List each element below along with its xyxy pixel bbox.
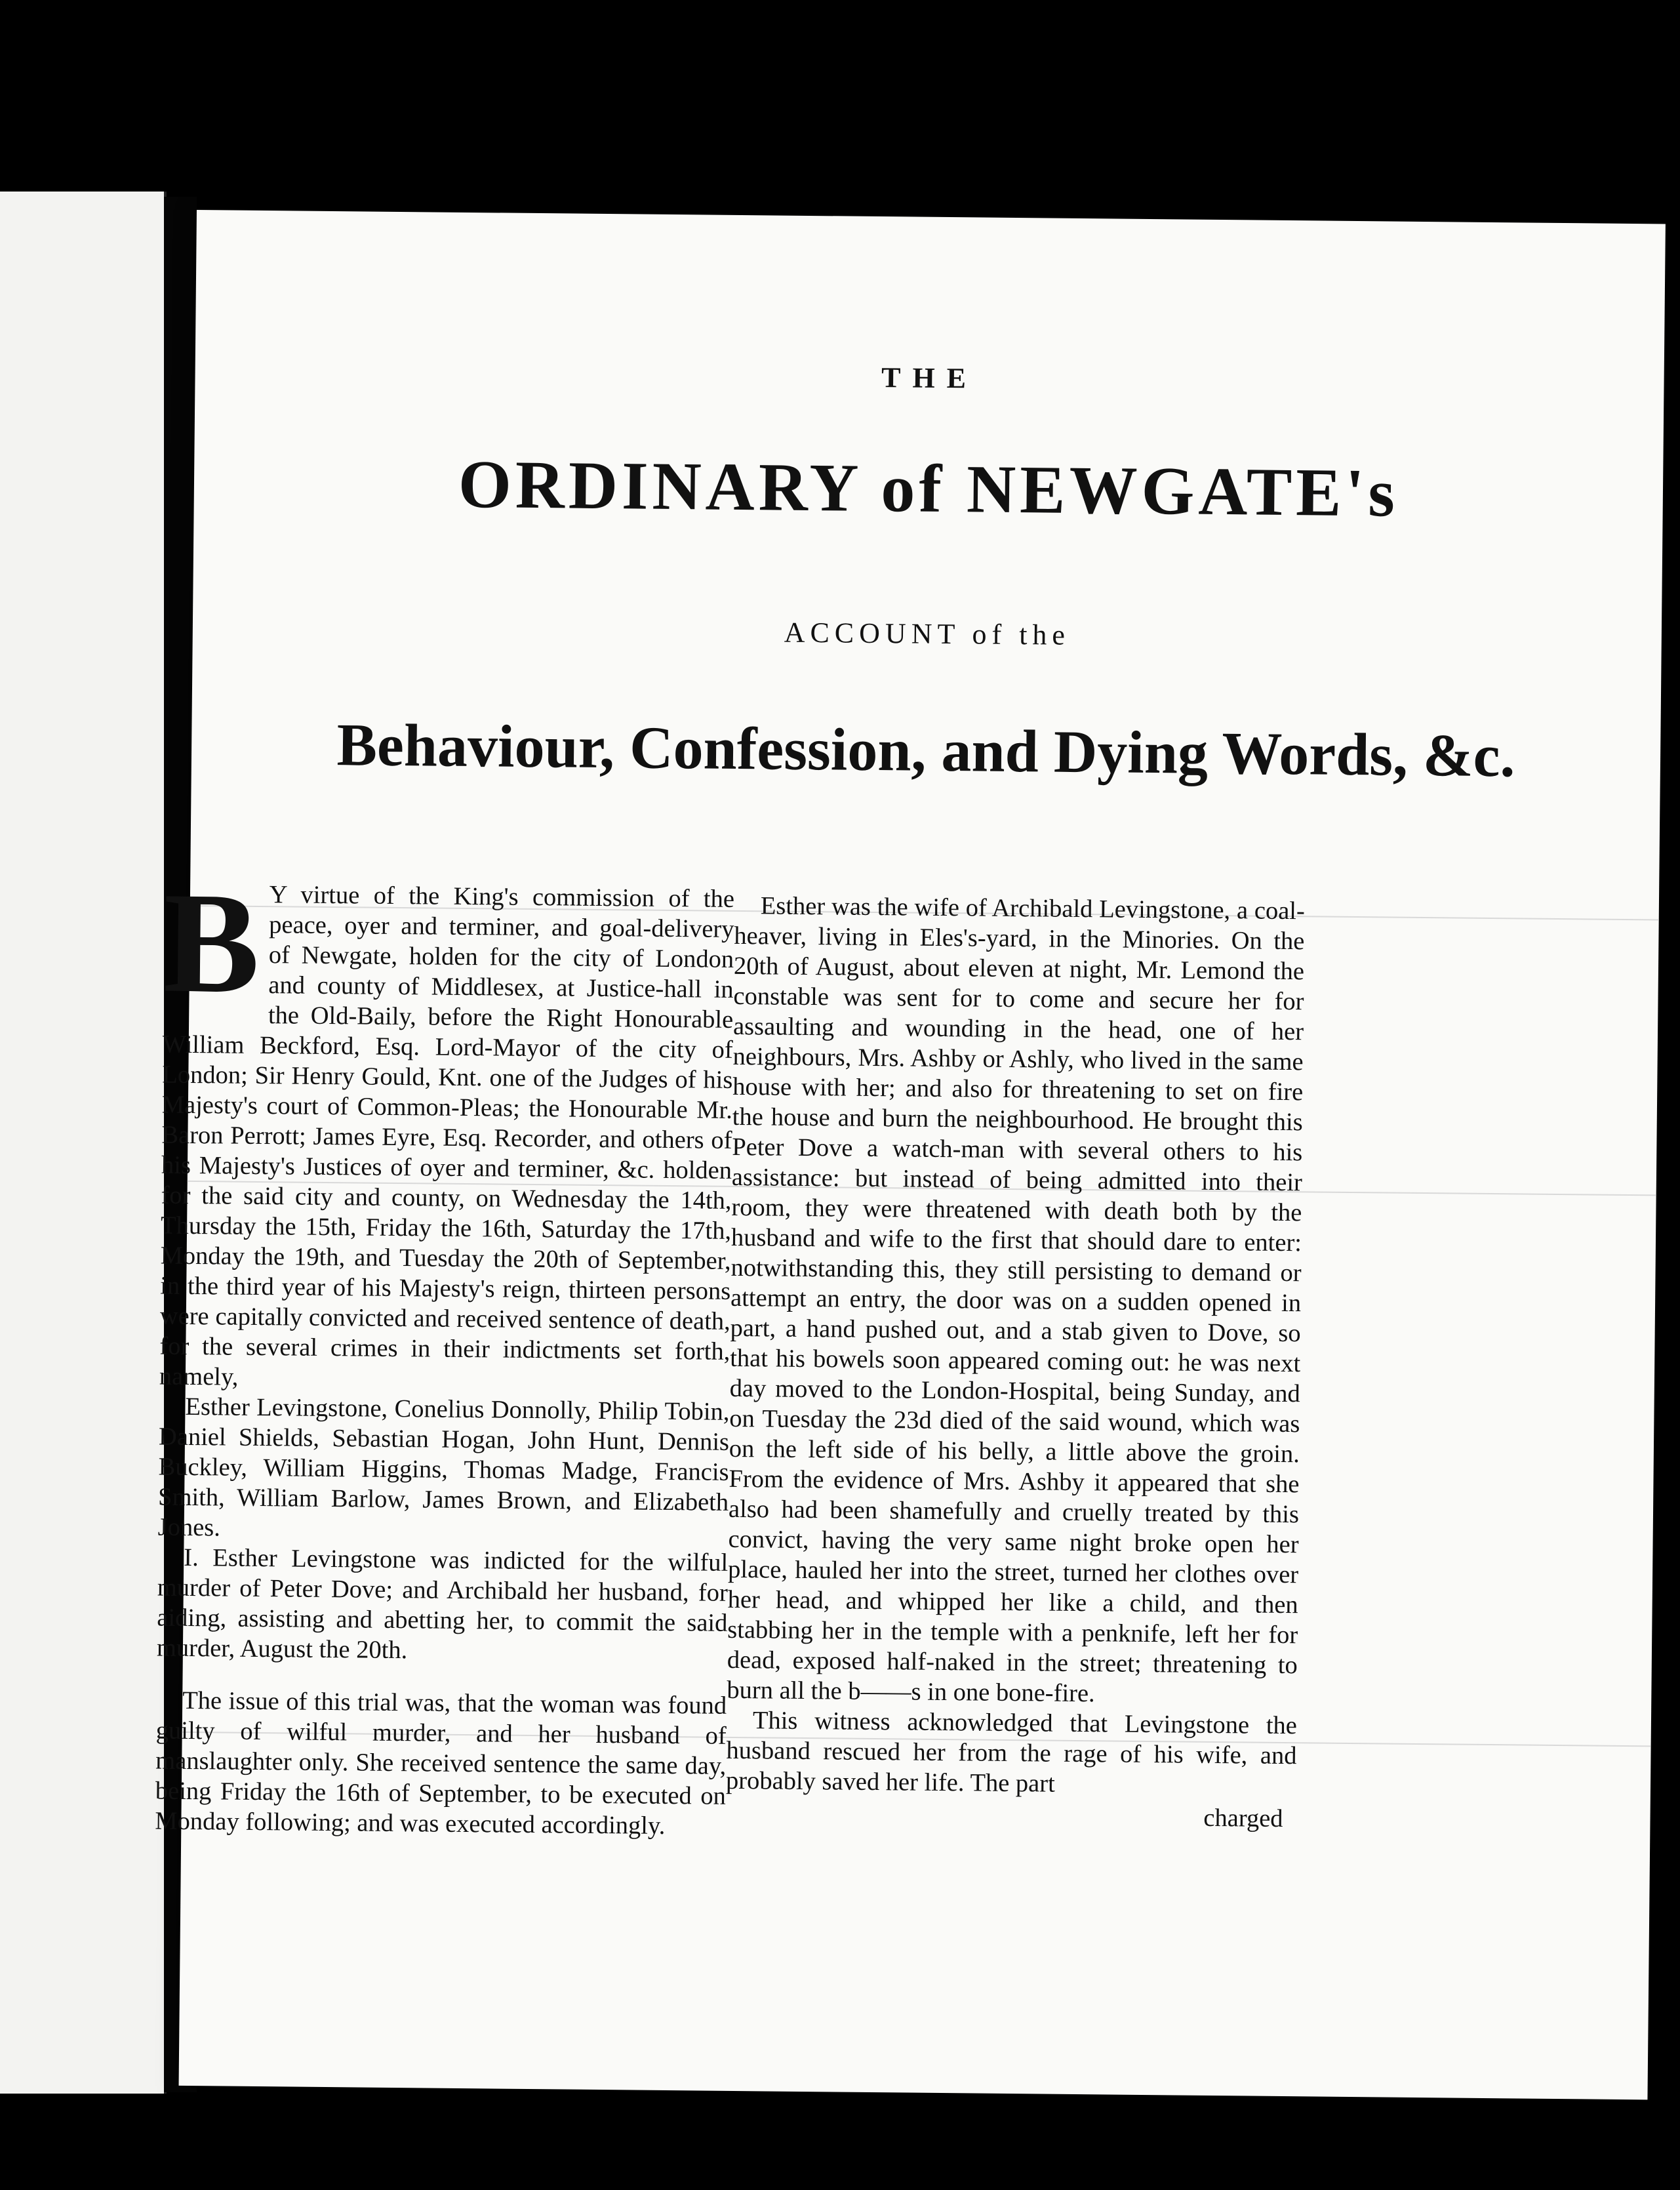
facing-page-edge xyxy=(0,192,167,2094)
trial-issue-paragraph: The issue of this trial was, that the woman was found guilty of wilful murder, and her husband of manslaughter only. She received sentence the same day, being Friday the 16th of September, to be executed on Monday following; and was executed accordingly. xyxy=(155,1686,727,1840)
convict-list: Esther Levingstone, Conelius Donnolly, Philip Tobin, Daniel Shields, Sebastian Hogan, John Hunt, Dennis Buckley, William Higgins, Thomas Madge, Francis Smith, William Barlow, James Brown, and Elizabeth Jones. xyxy=(157,1392,730,1542)
left-column xyxy=(155,862,735,1842)
right-column xyxy=(725,891,1305,1834)
opening-paragraph xyxy=(159,862,735,1397)
drop-cap: B xyxy=(163,862,261,1023)
heading-ordinary: ORDINARY of NEWGATE's xyxy=(458,446,1399,531)
indictment-paragraph: I. Esther Levingstone was indicted for the wilful murder of Peter Dove; and Archibald her husband, for aiding, assisting and abetting her, to commit the said murder, August the 20th. xyxy=(156,1543,729,1665)
paragraph-text: Y virtue of the King's commission of the peace, oyer and terminer, and goal-delivery of Newgate, holden for the city of London and county of Middlesex, at Justice-hall in the Old-Baily, before the Right Honourable William Beckford, Esq. Lord-Mayor of the city of London; Sir Henry Gould, Knt. one of the Judges of his Majesty's court of Common-Pleas; the Honourable Mr. Baron Perrott; James Eyre, Esq. Recorder, and others of his Majesty's Justices of oyer and terminer, &c. holden for the said city and county, on Wednesday the 14th, Thursday the 15th, Friday the 16th, Saturday the 17th, Monday the 19th, and Tuesday the 20th of September, in the third year of his Majesty's reign, thirteen persons were capitally convicted and received sentence of death, for the several crimes in their indictments set forth, namely, xyxy=(159,881,735,1391)
heading-the: THE xyxy=(881,361,978,395)
heading-account: ACCOUNT of the xyxy=(784,616,1071,651)
document-page xyxy=(155,210,1666,2099)
heading-behaviour: Behaviour, Confession, and Dying Words, &c. xyxy=(336,711,1516,790)
narrative-paragraph: Esther was the wife of Archibald Levingstone, a coal-heaver, living in Eles's-yard, in the Minories. On the 20th of August, about eleven at night, Mr. Lemond the constable was sent for to come and secure her for assaulting and wounding in the head, one of her neighbours, Mrs. Ashby or Ashly, who lived in the same house with her; and also for threatening to set on fire the house and burn the neighbourhood. He brought this Peter Dove a watch-man with several others to his assistance: but instead of being admitted into their room, they were threatened with death both by the husband and wife to the first that should dare to enter: notwithstanding this, they still persisting to demand or attempt an entry, the door was on a sudden opened in part, a hand pushed out, and a stab given to Dove, so that his bowels soon appeared coming out: he was next day moved to the London-Hospital, being Sunday, and on Tuesday the 23d died of the said wound, which was on the left side of his belly, a little above the groin. From the evidence of Mrs. Ashby it appeared that she also had been shamefully and cruelly treated by this convict, having the very same night broke open her place, hauled her into the street, turned her clothes over her head, and whipped her like a child, and then stabbing her in the temple with a penknife, left her for dead, exposed half-naked in the street; threatening to burn all the b——s in one bone-fire. xyxy=(727,892,1306,1708)
catchword: charged xyxy=(1203,1804,1283,1833)
witness-paragraph: This witness acknowledged that Levingstone the husband rescued her from the rage of his wife, and probably saved her life. The part xyxy=(725,1707,1298,1798)
